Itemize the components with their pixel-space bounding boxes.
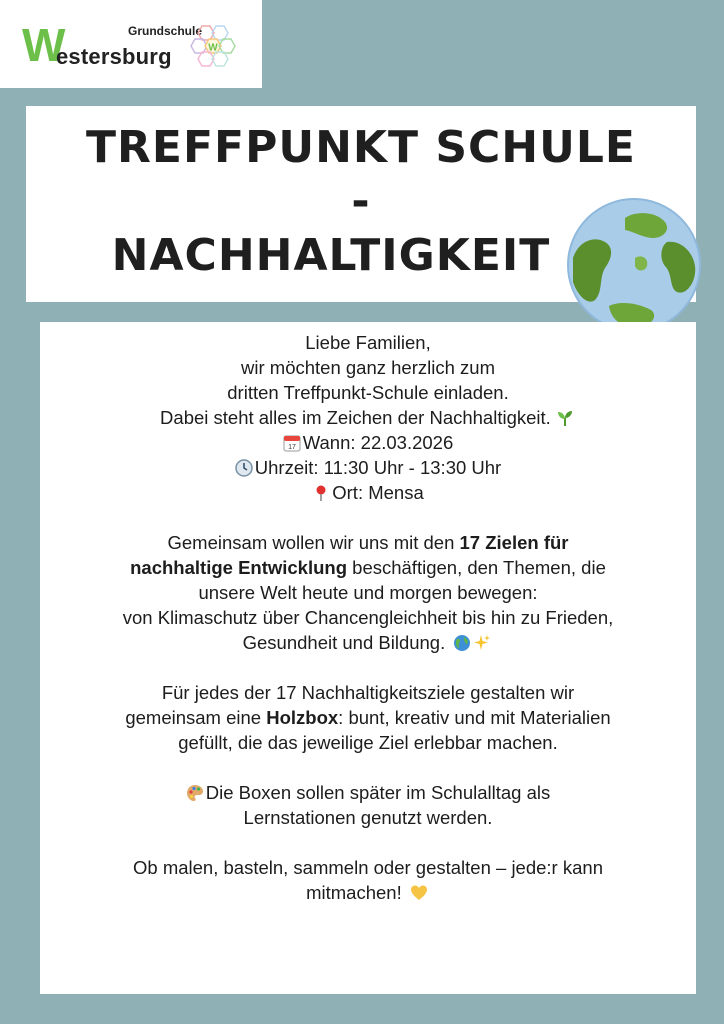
place-line — [40, 480, 696, 505]
stations-line-1 — [40, 780, 696, 805]
logo-initial: W — [22, 19, 66, 71]
title-line-2: - — [351, 176, 371, 227]
logo-subtitle: Grundschule — [128, 24, 203, 38]
stations-text-1: Die Boxen sollen später im Schulalltag als — [205, 782, 551, 803]
goals-bold-2: nachhaltige Entwicklung — [130, 557, 348, 578]
intro-line-4 — [40, 405, 696, 430]
hexagon-logo-icon — [188, 24, 236, 68]
when-text: Wann: 22.03.2026 — [302, 432, 454, 453]
clock-icon — [235, 459, 253, 477]
closing-line-2 — [40, 880, 696, 905]
goals-line-3: unsere Welt heute und morgen bewegen: — [198, 582, 538, 603]
goals-bold-1: 17 Zielen für — [459, 532, 569, 553]
logo-name: estersburg — [56, 44, 172, 69]
content-card — [40, 322, 696, 994]
goals-line-1 — [40, 530, 696, 555]
box-line-2 — [40, 705, 696, 730]
intro-line-3: dritten Treffpunkt-Schule einladen. — [227, 382, 509, 403]
sparkles-icon — [473, 634, 491, 652]
box-text-2a: gemeinsam eine — [125, 707, 267, 728]
calendar-icon — [283, 434, 301, 452]
goals-line-5 — [40, 630, 696, 655]
globe-emoji-icon — [453, 634, 471, 652]
box-text-2c: : bunt, kreativ und mit Materialien — [338, 707, 611, 728]
goals-text-1: Gemeinsam wollen wir uns mit den — [167, 532, 460, 553]
seedling-icon — [556, 409, 574, 427]
box-bold: Holzbox — [266, 707, 339, 728]
school-logo — [0, 0, 262, 88]
goals-text-5: Gesundheit und Bildung. — [242, 632, 446, 653]
pin-icon — [312, 484, 330, 502]
hex-letter: W — [208, 42, 218, 54]
closing-line-1: Ob malen, basteln, sammeln oder gestalten – jede:r kann — [133, 857, 603, 878]
intro-greeting: Liebe Familien, — [305, 332, 431, 353]
goals-text-2: beschäftigen, den Themen, die — [347, 557, 606, 578]
title-line-1: TREFFPUNKT SCHULE — [86, 122, 636, 173]
intro-line-4-text: Dabei steht alles im Zeichen der Nachhaltigkeit. — [160, 407, 551, 428]
calendar-day: 17 — [287, 444, 296, 451]
title-line-3: NACHHALTIGKEIT — [111, 230, 551, 281]
intro-line-2: wir möchten ganz herzlich zum — [241, 357, 495, 378]
time-text: Uhrzeit: 11:30 Uhr - 13:30 Uhr — [254, 457, 502, 478]
box-line-1: Für jedes der 17 Nachhaltigkeitsziele gestalten wir — [161, 682, 575, 703]
globe-illustration — [565, 196, 703, 334]
goals-line-2 — [40, 555, 696, 580]
stations-line-2: Lernstationen genutzt werden. — [243, 807, 493, 828]
goals-line-4: von Klimaschutz über Chancengleichheit bis hin zu Frieden, — [122, 607, 614, 628]
closing-text-2: mitmachen! — [306, 882, 402, 903]
box-line-3: gefüllt, die das jeweilige Ziel erlebbar machen. — [178, 732, 558, 753]
palette-icon — [186, 784, 204, 802]
when-line — [40, 430, 696, 455]
time-line — [40, 455, 696, 480]
yellow-heart-icon — [410, 884, 428, 902]
place-text: Ort: Mensa — [332, 482, 424, 503]
